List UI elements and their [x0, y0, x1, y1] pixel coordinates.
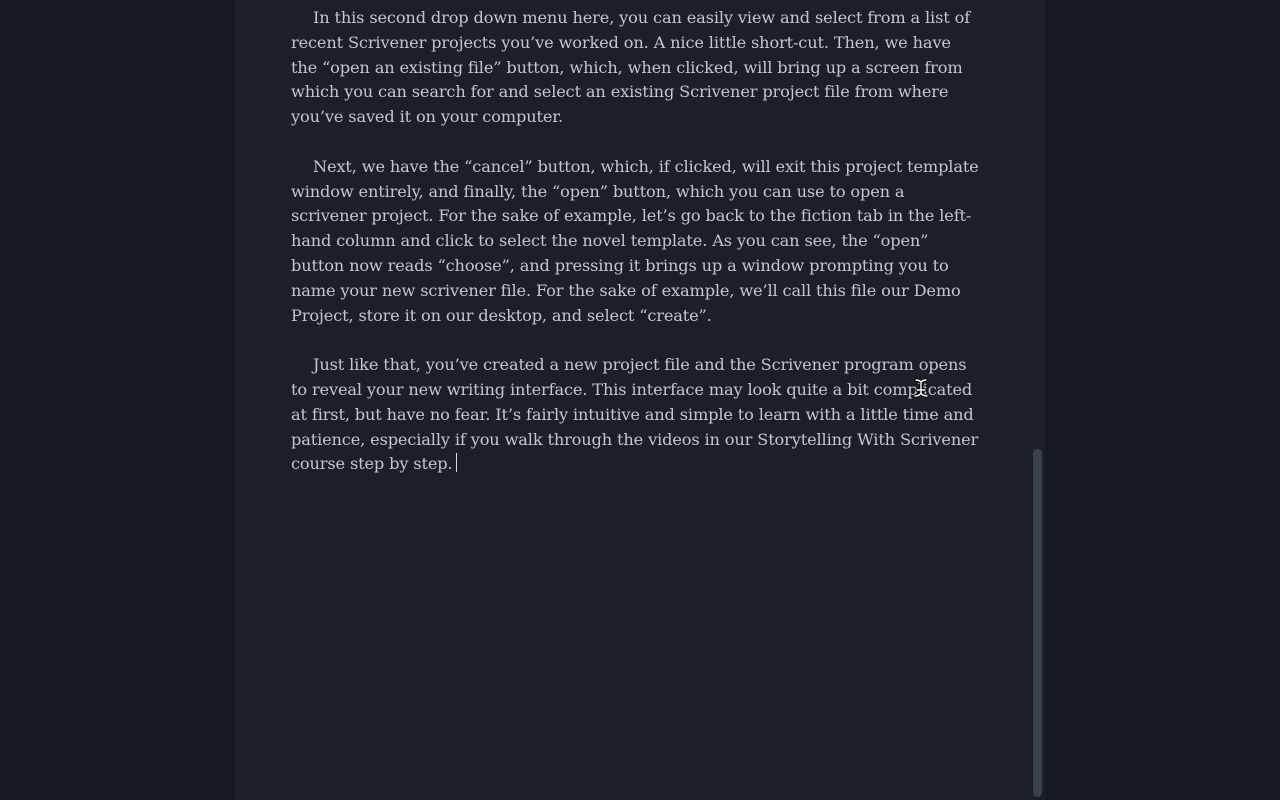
- text-editor[interactable]: [291, 6, 981, 502]
- paragraph-1: In this second drop down menu here, you can easily view and select from a list of recent Scrivener projects you’ve worked on. A nice little short-cut. Then, we have the “open an existing file” button, which, when clicked, will bring up a screen from which you can search for and select an existing Scrivener project file from where you’ve saved it on your computer.: [291, 8, 971, 127]
- paragraph-3: [291, 353, 981, 477]
- text-caret: [456, 453, 457, 472]
- i-beam-cursor-icon: [912, 378, 930, 398]
- paragraph-3-text: Just like that, you’ve created a new project file and the Scrivener program opens to reveal your new writing interface. This interface may look quite a bit complicated at first, but have no fear. It’s fairly intuitive and simple to learn with a little time and patience, especially if you walk through the videos in our Storytelling With Scrivener course step by step.: [291, 355, 979, 474]
- scrollbar-thumb[interactable]: [1033, 449, 1042, 797]
- paragraph-2: Next, we have the “cancel” button, which, if clicked, will exit this project template window entirely, and finally, the “open” button, which you can use to open a scrivener project. For the sake of example, let’s go back to the fiction tab in the left-hand column and click to select the novel template. As you can see, the “open” button now reads “choose”, and pressing it brings up a window prompting you to name your new scrivener file. For the sake of example, we’ll call this file our Demo Project, store it on our desktop, and select “create”.: [291, 156, 979, 325]
